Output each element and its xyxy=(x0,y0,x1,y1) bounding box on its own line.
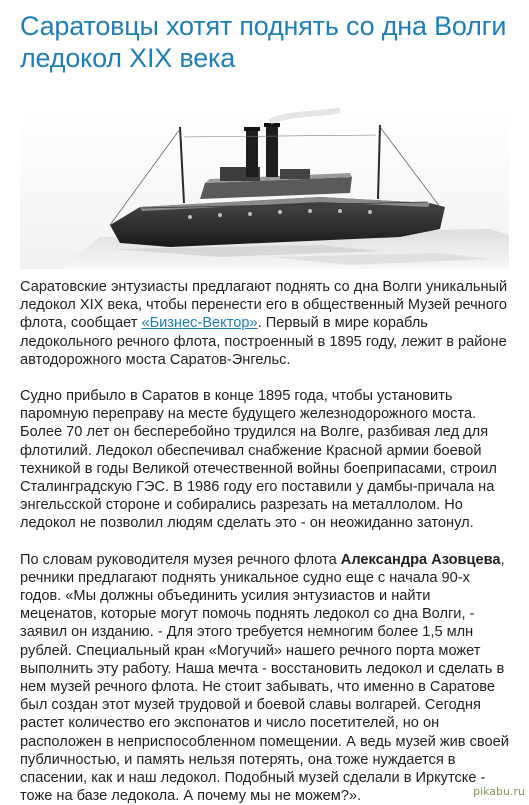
person-name: Александра Азовцева xyxy=(340,551,501,568)
paragraph-text: , речники предлагают поднять уникальное судно еще с начала 90-х годов. «Мы должны объединить усилия энтузиастов и найти меценатов, которые могут помочь поднять ледокол со дна Волги, - заявил он изданию. - Для этого требуется немногим более 1,5 млн рублей. Специальный кран «Могучий» нашего речного порта может выполнить эту работу. Наша мечта - восстановить ледокол и сделать в нем музей речного флота. Не стоит забывать, что именно в Саратове был создан этот музей трудовой и боевой славы волгарей. Сегодня растет количество его экспонатов и число посетителей, но он расположен в неприспособленном помещении. А ведь музей жив своей публичностью, и память нельзя потерять, она тоже нуждается в спасении, как и наш ледокол. Подобный музей сделали в Иркутске - тоже на базе ледокола. А почему мы не можем?». xyxy=(20,551,509,805)
site-watermark: pikabu.ru xyxy=(473,785,525,798)
paragraph-text: По словам руководителя музея речного флота xyxy=(20,551,341,568)
source-link[interactable]: «Бизнес-Вектор» xyxy=(141,315,258,332)
paragraph-text: Судно прибыло в Саратов в конце 1895 года, чтобы установить паромную переправу на месте будущего железнодорожного моста. Более 70 лет он бесперебойно трудился на Волге, разбивая лед для флотилий. Ледокол обеспечивал снабжение Красной армии боевой техникой в годы Великой отечественной войны боеприпасами, строил Сталинградскую ГЭС. В 1986 году его поставили у дамбы-причала на энгельсской стороне и собирались разрезать на металлолом. Но ледокол не позволил людям сделать это - он неожиданно затонул. xyxy=(20,388,497,532)
article-body xyxy=(20,278,509,805)
paragraph-text: Саратовские энтузиасты предлагают поднять со дна Волги уникальный ледокол XIX века, чтобы перенести его в общественный Музей речного флота, сообщает xyxy=(20,279,508,332)
article-paragraph xyxy=(20,387,509,533)
paragraph-text: . Первый в мире корабль ледокольного речного флота, построенный в 1895 году, лежит в районе автодорожного моста Саратов-Энгельс. xyxy=(20,315,507,368)
article-title: Саратовцы хотят поднять со дна Волги ледокол XIX века xyxy=(20,11,507,73)
icebreaker-ship-photo xyxy=(20,107,509,269)
article-paragraph xyxy=(20,551,509,805)
article-paragraph xyxy=(20,278,509,369)
icebreaker-illustration xyxy=(20,107,509,269)
